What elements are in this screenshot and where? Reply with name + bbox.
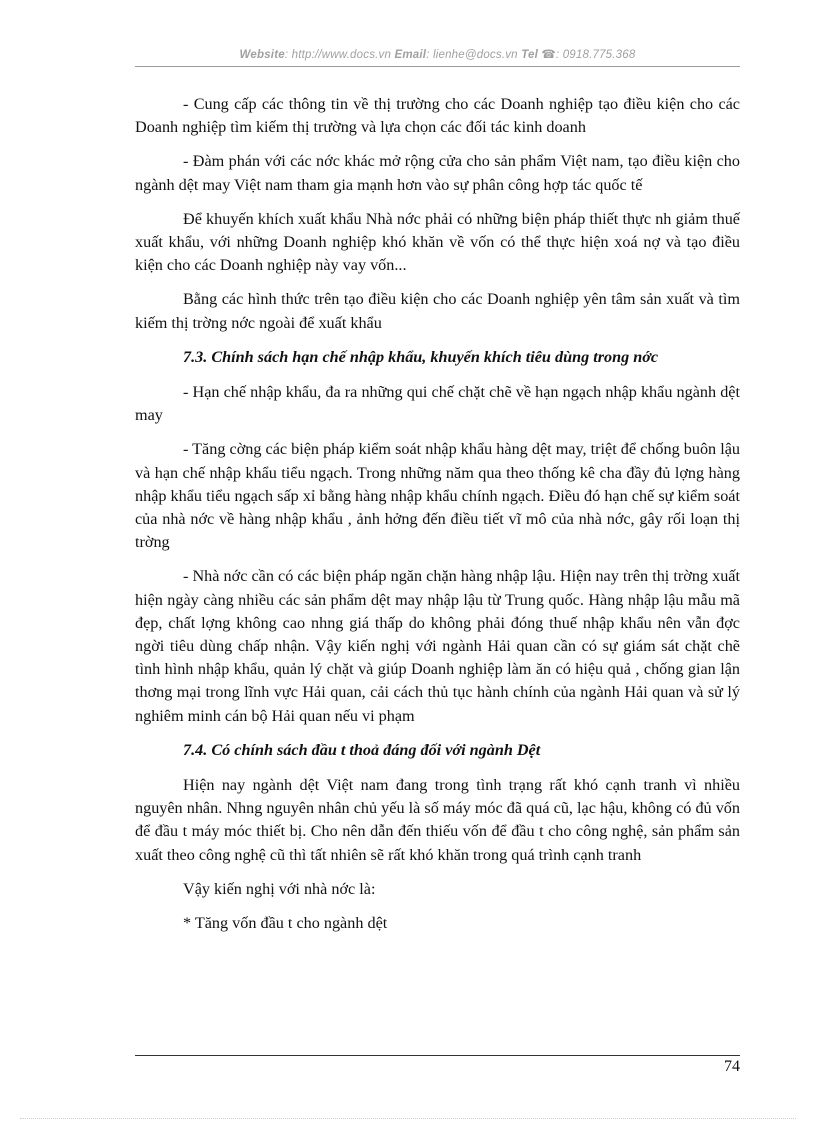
website-label: Website <box>239 49 285 61</box>
paragraph: Hiện nay ngành dệt Việt nam đang trong tình trạng rất khó cạnh tranh vì nhiều nguyên nhân. Nhng nguyên nhân chủ yếu là số máy móc đã quá cũ, lạc hậu, không có đủ vốn để đầu t máy móc thiết bị. Cho nên dẫn đến thiếu vốn để đầu t cho công nghệ, sản phẩm sản xuất theo công nghệ cũ thì tất nhiên sẽ rất khó khăn trong quá trình cạnh tranh <box>135 776 740 864</box>
paragraph: - Hạn chế nhập khẩu, đa ra những qui chế chặt chẽ về hạn ngạch nhập khẩu ngành dệt may <box>135 383 740 425</box>
paragraph: Vậy kiến nghị với nhà nớc là: <box>183 879 376 898</box>
section-heading-7-4: 7.4. Có chính sách đầu t thoả đáng đối với ngành Dệt <box>183 740 541 759</box>
paragraph: - Tăng cờng các biện pháp kiểm soát nhập khẩu hàng dệt may, triệt để chống buôn lậu và hạn chế nhập khẩu tiểu ngạch. Trong những năm qua theo thống kê cha đầy đủ lợng hàng nhập khẩu tiểu ngạch sấp xỉ bằng hàng nhập khẩu chính ngạch. Điều đó hạn chế sự kiểm soát của nhà nớc về hàng nhập khẩu , ảnh hởng đến điều tiết vĩ mô của nhà nớc, gây rối loạn thị trờng <box>135 440 740 552</box>
paragraph: - Cung cấp các thông tin về thị trường cho các Doanh nghiệp tạo điều kiện cho các Doanh nghiệp tìm kiếm thị trường và lựa chọn các đối tác kinh doanh <box>135 95 740 137</box>
paragraph: Để khuyến khích xuất khẩu Nhà nớc phải có những biện pháp thiết thực nh giảm thuế xuất khẩu, với những Doanh nghiệp khó khăn về vốn có thể thực hiện xoá nợ và tạo điều kiện cho các Doanh nghiệp này vay vốn... <box>135 209 740 275</box>
email-label: Email <box>394 49 427 61</box>
website-value: : http://www.docs.vn <box>284 49 392 61</box>
paragraph: - Nhà nớc cần có các biện pháp ngăn chặn hàng nhập lậu. Hiện nay trên thị trờng xuất hiện ngày càng nhiều các sản phẩm dệt may nhập lậu từ Trung quốc. Hàng nhập lậu mẫu mã đẹp, chất lợng không cao nhng giá thấp do không phải đóng thuế nhập khẩu nên vẫn đợc ngời tiêu dùng chấp nhận. Vậy kiến nghị với ngành Hải quan cần có sự giám sát chặt chẽ tình hình nhập khẩu, quản lý chặt và giúp Doanh nghiệp làm ăn có hiệu quả , chống gian lận thơng mại trong lĩnh vực Hải quan, cải cách thủ tục hành chính của ngành Hải quan và sử lý nghiêm minh cán bộ Hải quan nếu vi phạm <box>135 567 740 725</box>
document-body <box>135 93 740 946</box>
email-value: : lienhe@docs.vn <box>426 49 518 61</box>
page-number: 74 <box>724 1058 740 1075</box>
paragraph: Bằng các hình thức trên tạo điều kiện cho các Doanh nghiệp yên tâm sản xuất và tìm kiếm thị trờng nớc ngoài để xuất khẩu <box>135 290 740 332</box>
tel-value: : 0918.775.368 <box>555 49 636 61</box>
header-rule <box>135 66 740 67</box>
paragraph: * Tăng vốn đầu t cho ngành dệt <box>183 914 388 933</box>
paragraph: - Đàm phán với các nớc khác mở rộng cửa cho sản phẩm Việt nam, tạo điều kiện cho ngành dệt may Việt nam tham gia mạnh hơn vào sự phân công hợp tác quốc tế <box>135 152 740 194</box>
footer-rule <box>135 1055 740 1056</box>
phone-icon: ☎ <box>541 49 556 61</box>
section-heading-7-3: 7.3. Chính sách hạn chế nhập khẩu, khuyến khích tiêu dùng trong nớc <box>183 347 659 366</box>
page-edge-dots <box>20 1118 796 1119</box>
page-header <box>135 47 740 61</box>
tel-label: Tel <box>521 49 538 61</box>
